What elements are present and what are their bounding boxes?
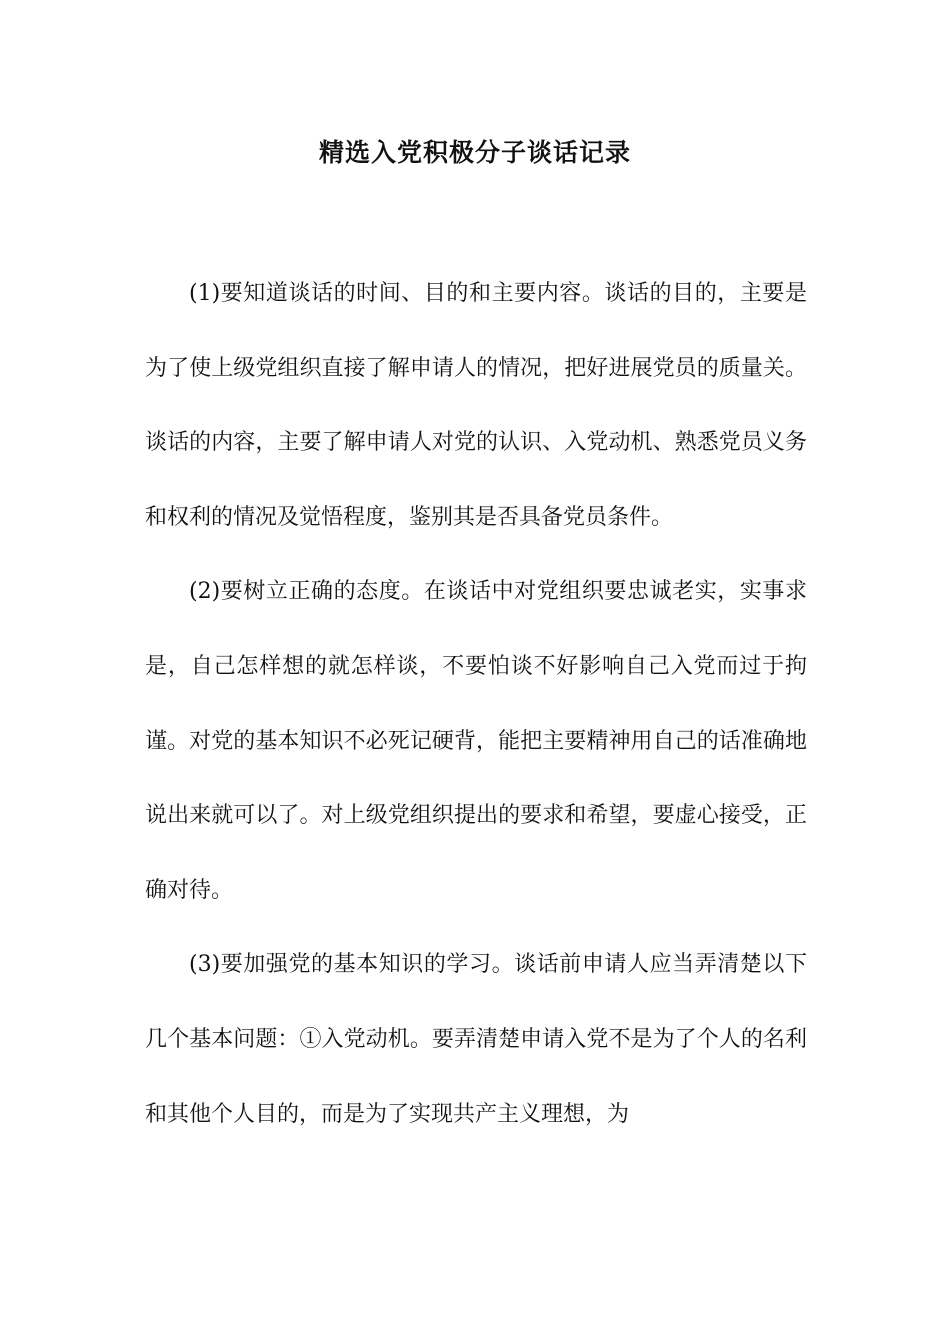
paragraph-3: (3)要加强党的基本知识的学习。谈话前申请人应当弄清楚以下几个基本问题：①入党动机。要弄清楚申请入党不是为了个人的名利和其他个人目的，而是为了实现共产主义理想，为 (145, 952, 807, 1127)
document-body (145, 257, 807, 1152)
paragraph-2: (2)要树立正确的态度。在谈话中对党组织要忠诚老实，实事求是，自己怎样想的就怎样谈，不要怕谈不好影响自己入党而过于拘谨。对党的基本知识不必死记硬背，能把主要精神用自己的话准确地说出来就可以了。对上级党组织提出的要求和希望，要虚心接受，正确对待。 (145, 579, 807, 903)
document-title: 精选入党积极分子谈话记录 (318, 138, 631, 167)
paragraph-1: (1)要知道谈话的时间、目的和主要内容。谈话的目的，主要是为了使上级党组织直接了解申请人的情况，把好进展党员的质量关。谈话的内容，主要了解申请人对党的认识、入党动机、熟悉党员义务和权利的情况及觉悟程度，鉴别其是否具备党员条件。 (145, 281, 807, 530)
